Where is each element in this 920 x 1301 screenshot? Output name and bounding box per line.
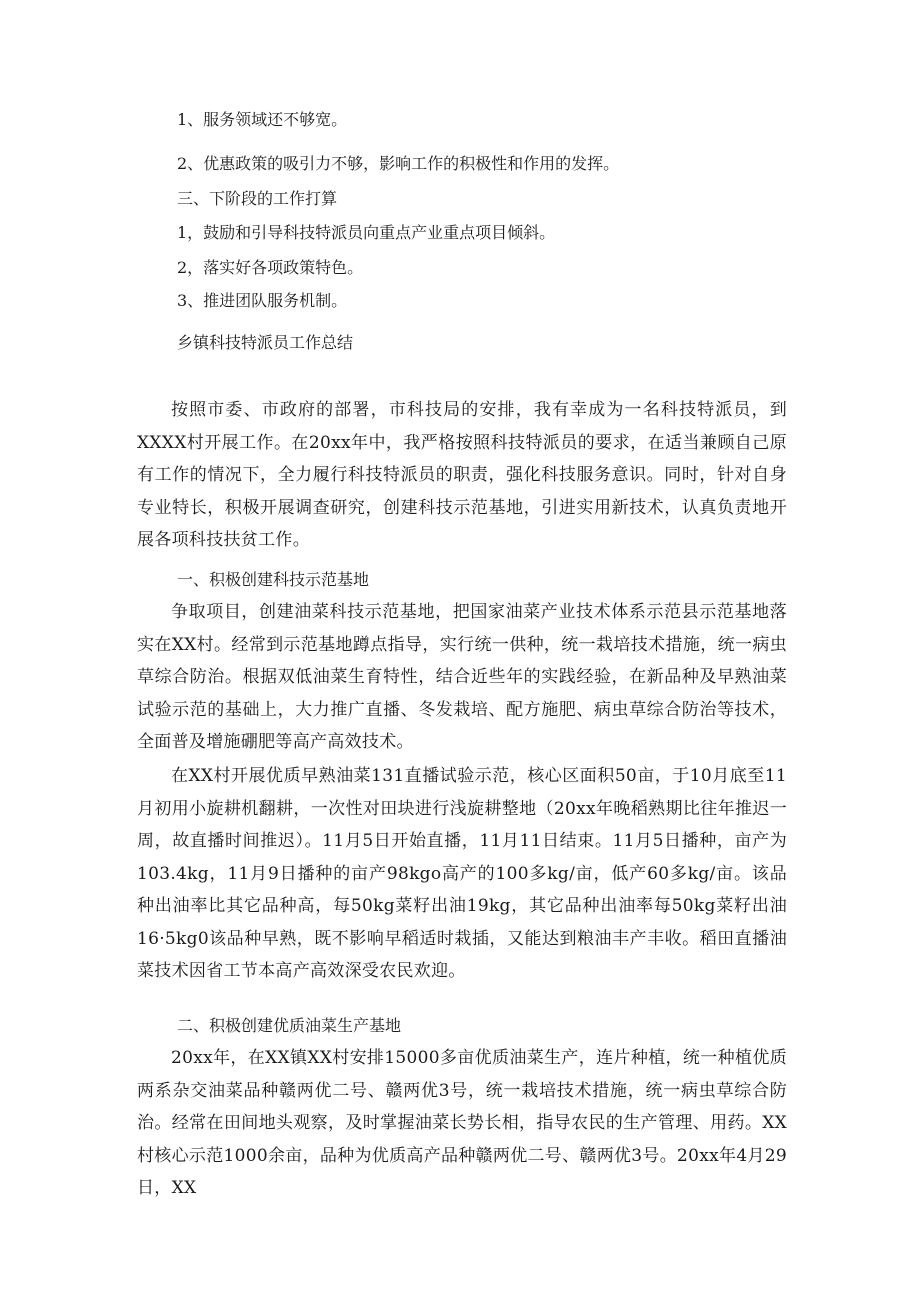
section-heading-demo-base: 一、积极创建科技示范基地 bbox=[177, 570, 370, 589]
plan-item-3: 3、推进团队服务机制。 bbox=[177, 291, 348, 310]
plan-item-2: 2，落实好各项政策特色。 bbox=[177, 258, 364, 277]
section-heading-next-plan: 三、下阶段的工作打算 bbox=[177, 189, 338, 208]
demo-base-paragraph: 争取项目，创建油菜科技示范基地，把国家油菜产业技术体系示范县示范基地落实在XX村。经常到示范基地蹲点指导，实行统一供种，统一栽培技术措施，统一病虫草综合防治。根据双低油菜生育特性，结合近些年的实践经验，在新品种及早熟油菜试验示范的基础上，大力推广直播、冬发栽培、配方施肥、病虫草综合防治等技术，全面普及增施硼肥等高产高效技术。 bbox=[137, 602, 787, 752]
intro-paragraph: 按照市委、市政府的部署，市科技局的安排，我有幸成为一名科技特派员，到XXXX村开展工作。在20xx年中，我严格按照科技特派员的要求，在适当兼顾自己原有工作的情况下，全力履行科技特派员的职责，强化科技服务意识。同时，针对自身专业特长，积极开展调查研究，创建科技示范基地，引进实用新技术，认真负责地开展各项科技扶贫工作。 bbox=[137, 400, 787, 550]
production-base-paragraph: 20xx年，在XX镇XX村安排15000多亩优质油菜生产，连片种植，统一种植优质两系杂交油菜品种赣两优二号、赣两优3号，统一栽培技术措施，统一病虫草综合防治。经常在田间地头观察，及时掌握油菜长势长相，指导农民的生产管理、用药。XX村核心示范1000余亩，品种为优质高产品种赣两优二号、赣两优3号。20xx年4月29日，XX bbox=[137, 1048, 787, 1198]
issue-item-2: 2、优惠政策的吸引力不够，影响工作的积极性和作用的发挥。 bbox=[177, 154, 620, 173]
trial-paragraph: 在XX村开展优质早熟油菜131直播试验示范，核心区面积50亩，于10月底至11月初用小旋耕机翻耕，一次性对田块进行浅旋耕整地（20xx年晚稻熟期比往年推迟一周，故直播时间推迟）。11月5日开始直播，11月11日结束。11月5日播种，亩产为103.4kg，11月9日播种的亩产98kgo高产的100多kg/亩，低产60多kg/亩。该品种出油率比其它品种高，每50kg菜籽出油19kg，其它品种出油率每50kg菜籽出油16·5kg0该品种早熟，既不影响早稻适时栽插，又能达到粮油丰产丰收。稻田直播油菜技术因省工节本高产高效深受农民欢迎。 bbox=[137, 766, 787, 981]
section-heading-production-base: 二、积极创建优质油菜生产基地 bbox=[177, 1016, 402, 1035]
issue-item-1: 1、服务领域还不够宽。 bbox=[177, 110, 348, 129]
document-title: 乡镇科技特派员工作总结 bbox=[177, 333, 354, 352]
plan-item-1: 1，鼓励和引导科技特派员向重点产业重点项目倾斜。 bbox=[177, 223, 556, 242]
